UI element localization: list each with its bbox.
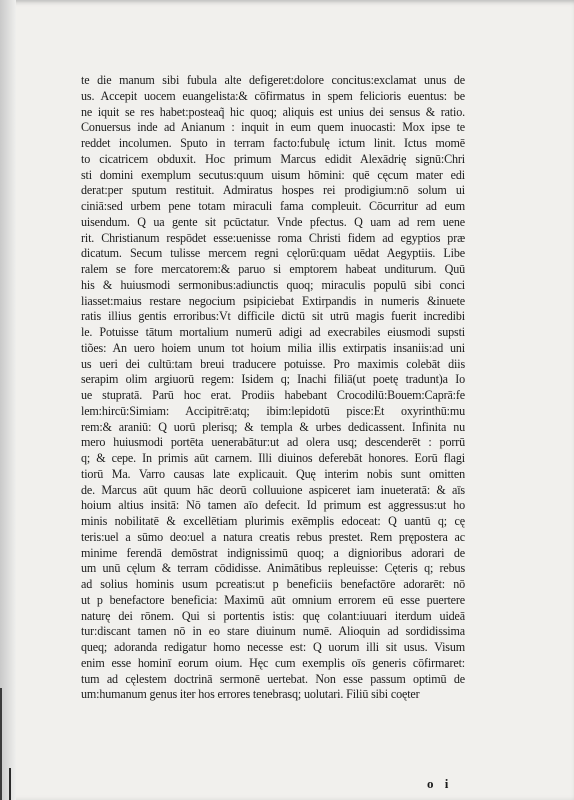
text-line: his & huiusmodi sermonibus:adiunctis quoq; miraculis populū sibi conci (81, 277, 465, 292)
page-edge-line (0, 688, 2, 800)
text-line: ciniā:sed urbem pene totam miraculi fama compleuit. Cōcurritur ad eum (81, 199, 465, 213)
text-line: serapim olim argiuorū regem: Isidem q; Inachi filiā(ut poetę tradunt)a Io (81, 372, 465, 387)
text-line: tiorū Ma. Varro causas late explicauit. Quę interim nobis sunt omitten (81, 466, 465, 481)
text-line: tur:discant tamen nō in eo stare diuinum numē. Alioquin ad sordidissima (81, 624, 465, 639)
text-line: us ueri dei cultū:tam breui traducere potuisse. Pro maximis colebāt diis (81, 356, 465, 371)
text-line: naturę dei rōnem. Qui si portentis istis: quę colant:iuuari iterdum uideā (81, 608, 465, 623)
text-line: le. Potuisse tātum mortalium numerū adigi ad execrabiles eiusmodi supsti (81, 325, 465, 339)
text-line: sti domini exemplum secutus:quum uisum hōmini: quē cęcum mater edi (81, 167, 465, 182)
text-line: lem:hircū:Simiam: Accipitrē:atq; ibim:lepidotū pisce:Et oxyrinthū:mu (81, 403, 465, 418)
text-line: minis nobilitatē & excellētiam plurimis exēmplis edoceat: Q uantū q; cę (81, 514, 465, 528)
text-line: ne iquit se res habet:posteaq̃ hic quoq; aliquis est unius dei sensus & ratio. (81, 104, 465, 119)
text-line: mero huiusmodi portēta uenerabātur:ut ad olera usq; descenderēt : porrū (81, 435, 465, 450)
text-line: q; & cepe. In primis aūt carnem. Illi diuinos deferebāt honores. Eorū flagi (81, 451, 465, 465)
text-line: uisendum. Q ua gente sit pcūctatur. Vnde pfectus. Q uam ad rem uene (81, 214, 465, 229)
page-edge-mark (9, 768, 11, 800)
text-line: dicatum. Secum tulisse mercem regni cęlorū:quam uēdat Aegyptiis. Libe (81, 246, 465, 261)
text-line: ratis illius gentis erroribus:Vt difficile dictū sit utrū magis fuerit incredibi (81, 309, 465, 324)
text-line: hoium altius insitā: Nō tamen aīo defecit. Id primum est aggressus:ut ho (81, 498, 465, 513)
text-line: Conuersus inde ad Anianum : inquit in eum quem inuocasti: Mox ipse te (81, 120, 465, 135)
text-line: rem:& araniū: Q uorū plerisq; & templa & urbes dedicassent. Infinita nu (81, 419, 465, 434)
text-line: te die manum sibi fubula alte defigeret:dolore concitus:exclamat unus de (81, 73, 465, 87)
text-line: tum ad cęlestem doctrinā sermonē uertebat. Non esse passum optimū de (81, 671, 465, 686)
text-line: um:humanum genus iter hos errores tenebrasq; uolutari. Filiū sibi coęter (81, 687, 420, 702)
text-line: ad solius hominis usum pcreatis:ut p beneficiis benefactōre adorarēt: nō (81, 577, 465, 591)
text-line: um unū cęlum & terram cōdidisse. Animātibus repleuisse: Cęteris q; rebus (81, 561, 465, 576)
text-line: teris:uel a sūmo deo:uel a natura creatis rebus prestet. Rem prępostera ac (81, 529, 465, 544)
text-line: reddet incolumen. Sputo in terram facto:fubulę ictum linit. Ictus momē (81, 136, 465, 150)
text-line: de. Marcus aūt quum hāc deorū colluuione aspiceret iam inueteratā: & aīs (81, 482, 465, 497)
text-line: ut p benefactore beneficia: Maximū aūt omnium errorem eū esse puertere (81, 592, 465, 607)
text-line: minime ferendā demōstrat indignissimū quoq; a dignioribus adorari de (81, 545, 465, 560)
text-line: us. Accepit uocem euangelista:& cōfirmatus in spem felicioris euentus: be (81, 88, 465, 103)
signature-mark: o i (427, 776, 453, 791)
text-line: enim esse hominī eorum oium. Hęc cum exemplis oīs generis cōfirmaret: (81, 655, 465, 670)
text-line: tiões: An uero hoiem unum tot hoium milia illis extirpatis insaniis:ad uni (81, 340, 465, 355)
text-line: ralem se fore mercatorem:& paruo si emptorem habeat unditurum. Quū (81, 262, 465, 276)
binding-gutter-shadow (0, 0, 16, 800)
text-line: ue stupratā. Parū hoc erat. Prodiis habebant Crocodilū:Bouem:Caprā:fe (81, 388, 465, 402)
text-line: rit. Christianum respōdet esse:uenisse roma Christi fidem ad egyptios præ (81, 230, 465, 245)
latin-text-block (81, 73, 465, 703)
text-line: to cicatricem obduxit. Hoc primum Marcus edidit Alexādrię signū:Chri (81, 151, 465, 166)
text-line: derat:per sputum restituit. Admiratus hospes rei prodigium:nō solum ui (81, 183, 465, 198)
text-line: liasset:maius restare negocium psipiciebat Extirpandis in numeris &inuete (81, 293, 465, 308)
text-line: queq; adoranda redigatur homo necesse est: Q uorum illi sit usus. Visum (81, 640, 465, 654)
